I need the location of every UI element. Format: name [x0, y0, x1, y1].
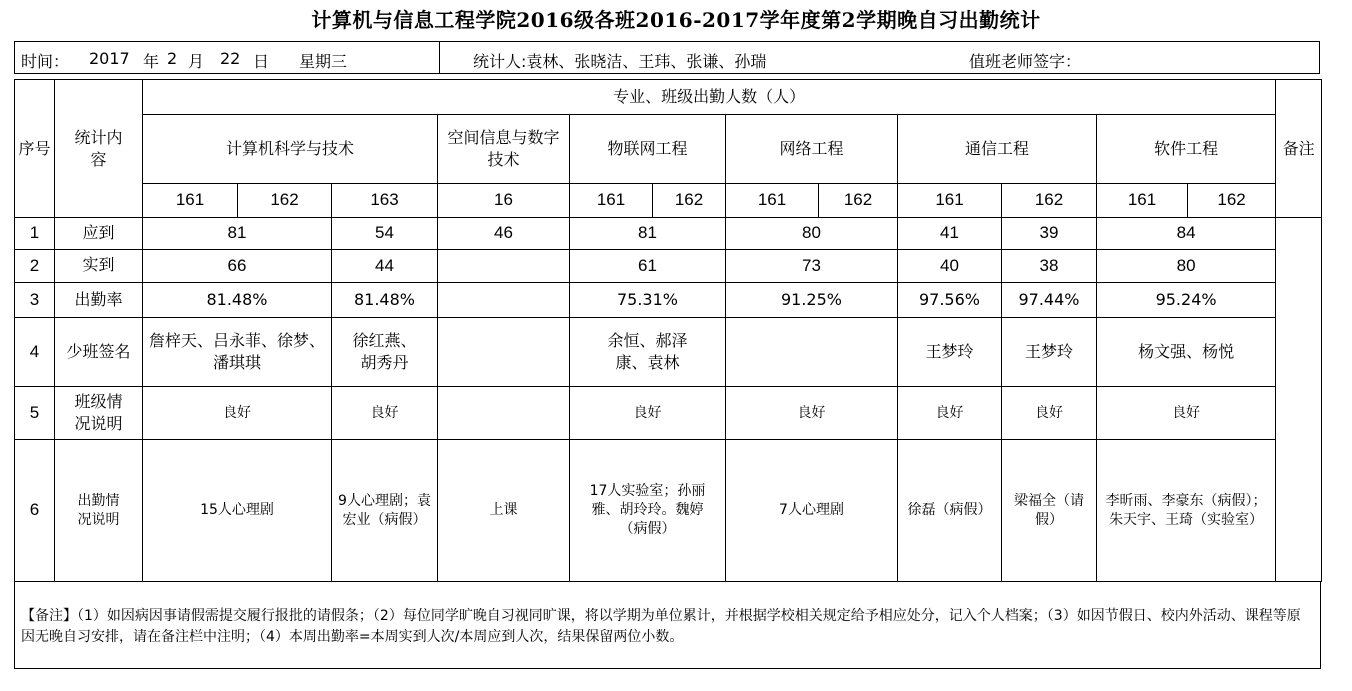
row-seq: 5	[15, 387, 55, 440]
remark-cell	[1276, 218, 1322, 582]
cell-soft: 80	[1097, 250, 1276, 283]
cell-net: 73	[726, 250, 898, 283]
cell-soft: 95.24%	[1097, 283, 1276, 318]
month-unit: 月	[188, 52, 205, 71]
row-label: 少班签名	[55, 318, 143, 387]
major-soft: 软件工程	[1097, 115, 1276, 184]
cell-net: 7人心理剧	[726, 440, 898, 582]
row-seq: 3	[15, 283, 55, 318]
cell-cs163: 9人心理剧；袁宏业（病假）	[332, 440, 438, 582]
cell-geo	[438, 250, 570, 283]
header-seq: 序号	[15, 80, 55, 218]
row-seq: 6	[15, 440, 55, 582]
cell-cs163: 徐红燕、胡秀丹	[332, 318, 438, 387]
class-header: 16	[438, 184, 570, 218]
header-group: 专业、班级出勤人数（人）	[143, 80, 1276, 115]
teacher-signature-label: 值班老师签字：	[969, 52, 1082, 71]
cell-com162: 王梦玲	[1002, 318, 1097, 387]
cell-cs: 81	[143, 218, 332, 250]
cell-net	[726, 318, 898, 387]
header-content: 统计内容	[55, 80, 143, 218]
cell-iot: 75.31%	[570, 283, 726, 318]
major-geo: 空间信息与数字技术	[438, 115, 570, 184]
cell-com162: 良好	[1002, 387, 1097, 440]
row-label: 出勤情况说明	[55, 440, 143, 582]
cell-cs163: 44	[332, 250, 438, 283]
weekday-value: 星期三	[299, 52, 348, 71]
cell-com162: 梁福全（请假）	[1002, 440, 1097, 582]
cell-cs: 66	[143, 250, 332, 283]
info-divider	[439, 42, 440, 73]
info-bar	[14, 41, 1320, 74]
cell-com161: 良好	[898, 387, 1002, 440]
cell-geo: 46	[438, 218, 570, 250]
cell-com161: 97.56%	[898, 283, 1002, 318]
year-value: 2017	[89, 49, 130, 68]
class-header: 161	[143, 184, 238, 218]
major-com: 通信工程	[898, 115, 1097, 184]
cell-net: 91.25%	[726, 283, 898, 318]
cell-iot: 61	[570, 250, 726, 283]
cell-net: 80	[726, 218, 898, 250]
cell-iot: 81	[570, 218, 726, 250]
cell-cs: 詹梓天、吕永菲、徐梦、潘琪琪	[143, 318, 332, 387]
cell-com161: 40	[898, 250, 1002, 283]
cell-com162: 97.44%	[1002, 283, 1097, 318]
class-header: 161	[726, 184, 819, 218]
cell-cs: 15人心理剧	[143, 440, 332, 582]
cell-geo	[438, 387, 570, 440]
cell-soft: 杨文强、杨悦	[1097, 318, 1276, 387]
cell-cs: 良好	[143, 387, 332, 440]
major-net: 网络工程	[726, 115, 898, 184]
class-header: 162	[1188, 184, 1276, 218]
cell-net: 良好	[726, 387, 898, 440]
header-remark: 备注	[1276, 80, 1322, 218]
class-header: 162	[1002, 184, 1097, 218]
cell-geo	[438, 318, 570, 387]
cell-cs: 81.48%	[143, 283, 332, 318]
counters-text: 统计人:袁林、张晓洁、王玮、张谦、孙瑞	[473, 52, 767, 71]
page-title: 计算机与信息工程学院2016级各班2016-2017学年度第2学期晚自习出勤统计	[311, 8, 1041, 32]
attendance-table	[14, 79, 1322, 582]
cell-com161: 徐磊（病假）	[898, 440, 1002, 582]
cell-geo	[438, 283, 570, 318]
cell-com162: 39	[1002, 218, 1097, 250]
cell-iot: 良好	[570, 387, 726, 440]
month-value: 2	[167, 49, 178, 68]
year-unit: 年	[143, 52, 160, 71]
row-seq: 1	[15, 218, 55, 250]
cell-geo: 上课	[438, 440, 570, 582]
cell-cs163: 81.48%	[332, 283, 438, 318]
major-iot: 物联网工程	[570, 115, 726, 184]
cell-soft: 良好	[1097, 387, 1276, 440]
row-label: 实到	[55, 250, 143, 283]
cell-com161: 41	[898, 218, 1002, 250]
time-label: 时间：	[21, 52, 70, 71]
cell-cs163: 54	[332, 218, 438, 250]
day-value: 22	[220, 49, 241, 68]
cell-iot: 17人实验室；孙丽雅、胡玲玲。魏婷（病假）	[570, 440, 726, 582]
row-label: 班级情况说明	[55, 387, 143, 440]
class-header: 162	[238, 184, 332, 218]
class-header: 161	[1097, 184, 1188, 218]
row-label: 应到	[55, 218, 143, 250]
row-label: 出勤率	[55, 283, 143, 318]
row-seq: 2	[15, 250, 55, 283]
cell-soft: 李昕雨、李豪东（病假）；朱天宇、王琦（实验室）	[1097, 440, 1276, 582]
cell-cs163: 良好	[332, 387, 438, 440]
cell-com162: 38	[1002, 250, 1097, 283]
class-header: 161	[570, 184, 653, 218]
row-seq: 4	[15, 318, 55, 387]
class-header: 162	[819, 184, 898, 218]
class-header: 161	[898, 184, 1002, 218]
cell-com161: 王梦玲	[898, 318, 1002, 387]
cell-soft: 84	[1097, 218, 1276, 250]
day-unit: 日	[253, 52, 270, 71]
major-cs: 计算机科学与技术	[143, 115, 438, 184]
class-header: 163	[332, 184, 438, 218]
footnote: 【备注】（1）如因病因事请假需提交履行报批的请假条；（2）每位同学旷晚自习视同旷课，将以学期为单位累计，并根据学校相关规定给予相应处分，记入个人档案；（3）如因节假日、校内外活动、课程等原因无晚自习安排，请在备注栏中注明；（4）本周出勤率=本周实到人次/本周应到人次，结果保留两位小数。	[14, 582, 1321, 669]
cell-iot: 余恒、郝泽康、袁林	[570, 318, 726, 387]
class-header: 162	[653, 184, 726, 218]
